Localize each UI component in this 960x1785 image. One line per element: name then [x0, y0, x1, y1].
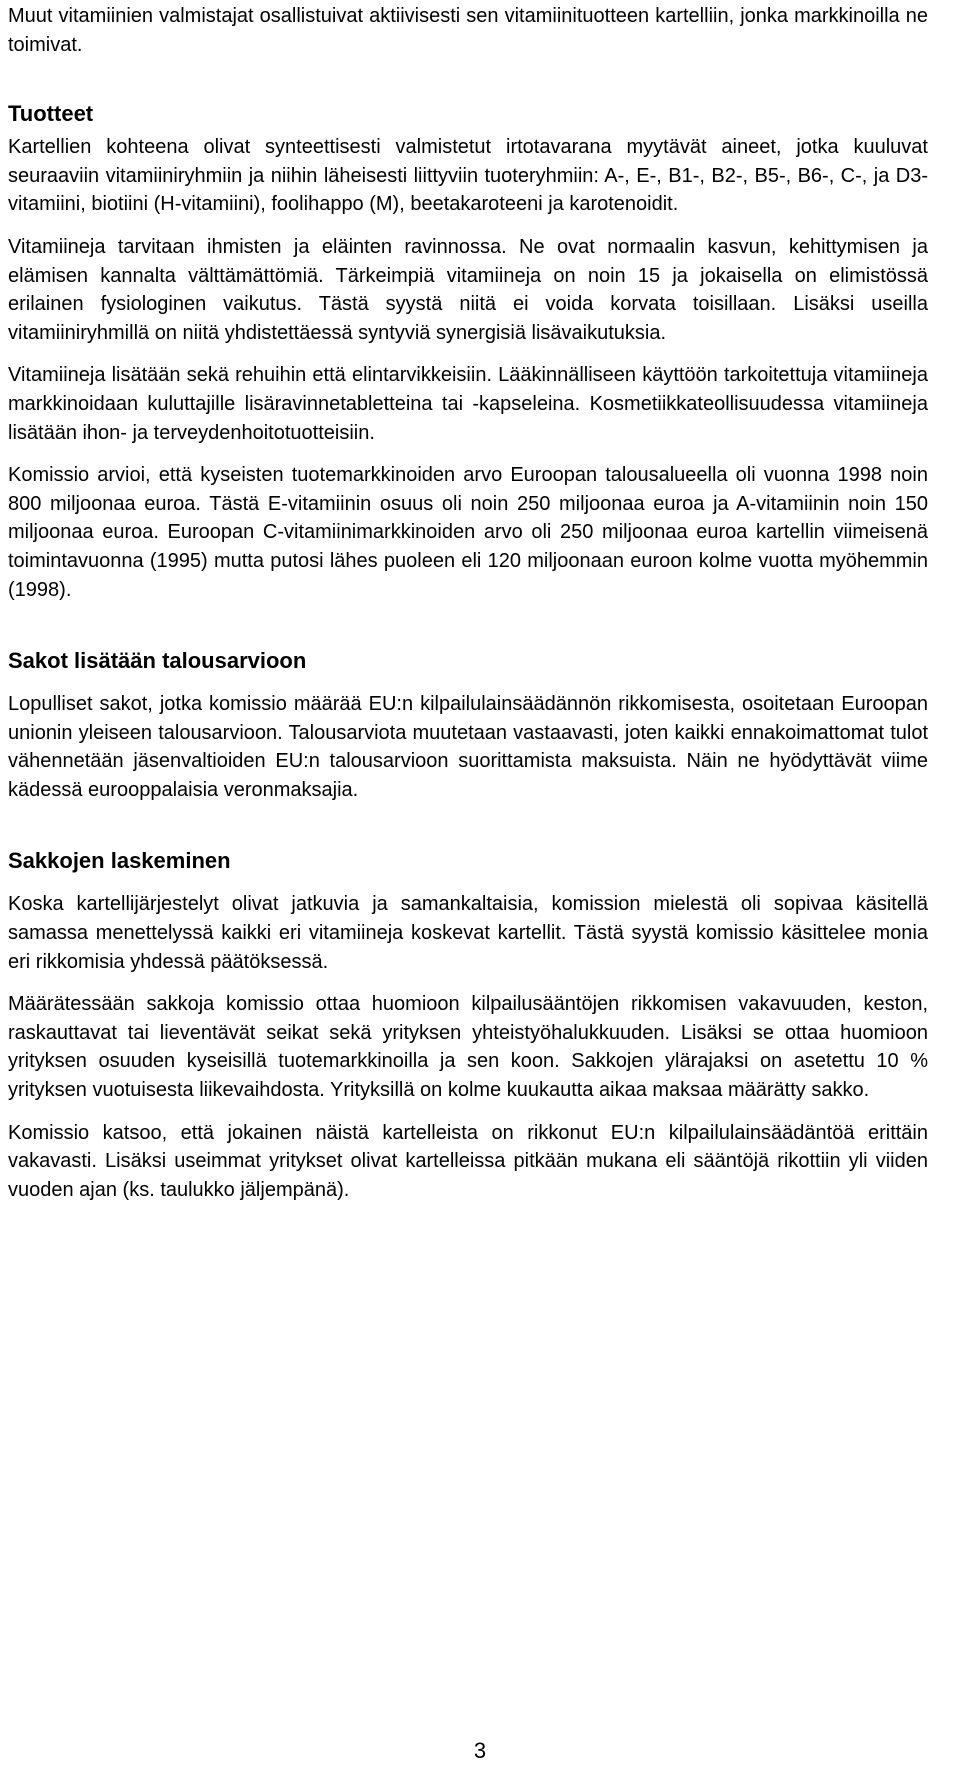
section-heading-fines-calc: Sakkojen laskeminen [8, 848, 231, 874]
products-paragraph-2: Vitamiineja tarvitaan ihmisten ja eläinten ravinnossa. Ne ovat normaalin kasvun, kehittymisen ja elämisen kannalta välttämättömiä. Tärkeimpiä vitamiineja on noin 15 ja jokaisella on elimistössä erilainen fysiologinen vaikutus. Tästä syystä niitä ei voida korvata toisillaan. Lisäksi useilla vitamiiniryhmillä on niitä yhdistettäessä syntyviä synergisiä lisävaikutuksia. [8, 235, 928, 344]
page-number: 3 [473, 1738, 487, 1763]
products-paragraph-1: Kartellien kohteena olivat synteettisesti valmistetut irtotavarana myytävät aineet, jotka kuuluvat seuraaviin vitamiiniryhmiin ja niihin läheisesti liittyviin tuoteryhmiin: A-, E-, B1-, B2-, B5-, B6-, C-, ja D3-vitamiini, biotiini (H-vitamiini), foolihappo (M), beetakaroteeni ja karotenoidit. [8, 136, 928, 216]
fines-budget-paragraph-1: Lopulliset sakot, jotka komissio määrää EU:n kilpailulainsäädännön rikkomisesta, osoitetaan Euroopan unionin yleiseen talousarvioon. Talousarviota muutetaan vastaavasti, joten kaikki ennakoimattomat tulot vähennetään jäsenvaltioiden EU:n talousarvioon suorittamista maksuista. Näin ne hyödyttävät viime kädessä eurooppalaisia veronmaksajia. [8, 693, 928, 801]
products-paragraph-4: Komissio arvioi, että kyseisten tuotemarkkinoiden arvo Euroopan talousalueella oli vuonna 1998 noin 800 miljoonaa euroa. Tästä E-vitamiinin osuus oli noin 250 miljoonaa euroa ja A-vitamiinin noin 150 miljoonaa euroa. Euroopan C-vitamiinimarkkinoiden arvo oli 250 miljoonaa euroa kartellin viimeisenä toimintavuonna (1995) mutta putosi lähes puoleen eli 120 miljoonaan euroon kolme vuotta myöhemmin (1998). [8, 464, 928, 601]
document-page [8, 0, 928, 1204]
fines-calc-paragraph-1: Koska kartellijärjestelyt olivat jatkuvia ja samankaltaisia, komission mielestä oli sopivaa käsitellä samassa menettelyssä kaikki eri vitamiineja koskevat kartellit. Tästä syystä komissio käsittelee monia eri rikkomisia yhdessä päätöksessä. [8, 893, 928, 973]
products-paragraph-3: Vitamiineja lisätään sekä rehuihin että elintarvikkeisiin. Lääkinnälliseen käyttöön tarkoitettuja vitamiineja markkinoidaan kuluttajille lisäravinnetabletteina tai -kapseleina. Kosmetiikkateollisuudessa vitamiineja lisätään ihon- ja terveydenhoitotuotteisiin. [8, 364, 928, 444]
fines-calc-paragraph-2: Määrätessään sakkoja komissio ottaa huomioon kilpailusääntöjen rikkomisen vakavuuden, keston, raskauttavat tai lieventävät seikat sekä yrityksen yhteistyöhalukkuuden. Lisäksi se ottaa huomioon yrityksen osuuden kyseisillä tuotemarkkinoilla ja sen koon. Sakkojen ylärajaksi on asetettu 10 % yrityksen vuotuisesta liikevaihdosta. Yrityksillä on kolme kuukautta aikaa maksaa määrätty sakko. [8, 993, 928, 1102]
section-heading-products: Tuotteet [8, 101, 94, 127]
section-heading-fines-budget: Sakot lisätään talousarvioon [8, 648, 307, 674]
intro-paragraph: Muut vitamiinien valmistajat osallistuivat aktiivisesti sen vitamiinituotteen kartelliin, jonka markkinoilla ne toimivat. [8, 5, 928, 56]
fines-calc-paragraph-3: Komissio katsoo, että jokainen näistä kartelleista on rikkonut EU:n kilpailulainsäädäntöä erittäin vakavasti. Lisäksi useimmat yritykset olivat kartelleissa pitkään mukana eli sääntöjä rikottiin yli viiden vuoden ajan (ks. taulukko jäljempänä). [8, 1121, 928, 1201]
